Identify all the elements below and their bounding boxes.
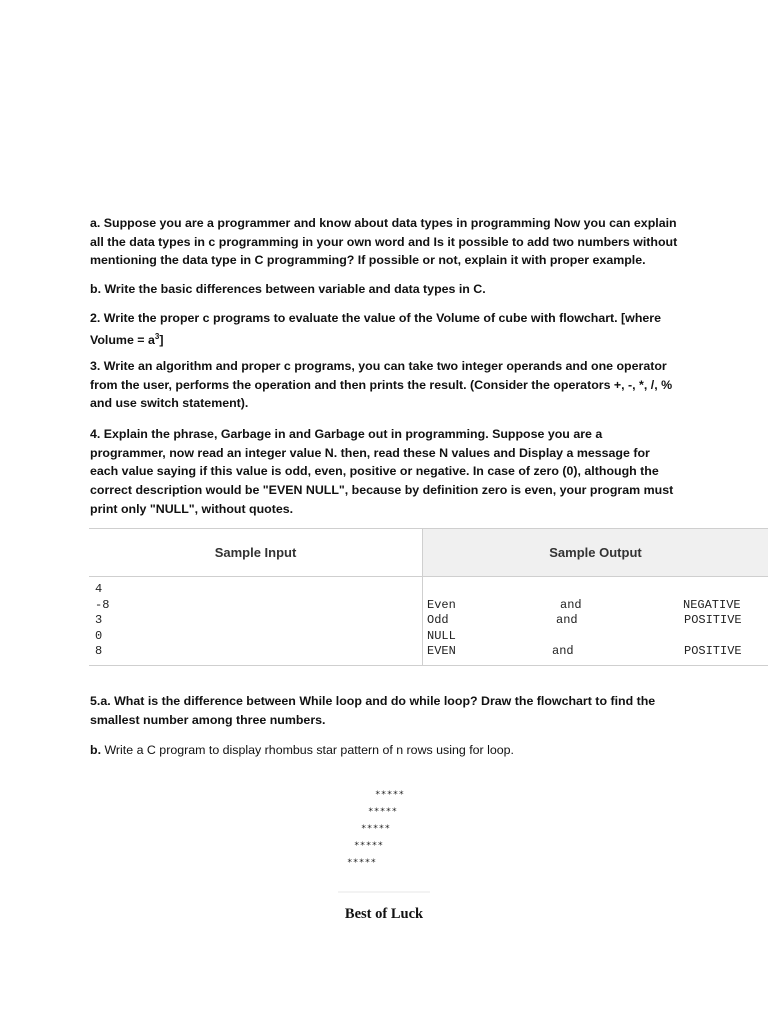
sample-input-line: 4 [95, 582, 103, 596]
question-2-text: 2. Write the proper c programs to evaluate the value of the Volume of cube with flowchart. [where Volume = a [90, 311, 661, 347]
sample-output-row [427, 598, 768, 614]
star-row: ***** [354, 841, 384, 851]
sample-output-row [427, 613, 768, 629]
output-sign: POSITIVE [684, 644, 742, 658]
sample-output-header: Sample Output [423, 529, 768, 577]
output-sign: POSITIVE [684, 613, 742, 627]
sample-io-table [89, 528, 768, 666]
output-parity: EVEN [427, 644, 456, 658]
question-b: b. Write the basic differences between variable and data types in C. [90, 282, 486, 296]
question-2 [90, 309, 680, 350]
question-3: 3. Write an algorithm and proper c programs, you can take two integer operands and one operator from the user, performs the operation and then prints the result. (Consider the operators +, -, *, /, % and use switch statement). [90, 359, 673, 411]
sample-input-line: 0 [95, 628, 103, 643]
sample-input-line: -8 [95, 597, 110, 612]
divider [338, 891, 430, 893]
question-5b-text: Write a C program to display rhombus star pattern of n rows using for loop. [101, 743, 514, 757]
star-row: ***** [375, 790, 405, 800]
star-row: ***** [347, 858, 377, 868]
question-4: 4. Explain the phrase, Garbage in and Garbage out in programming. Suppose you are a programmer, now read an integer value N. then, read these N values and Display a message for each value saying if this value is odd, even, positive or negative. In case of zero (0), although the correct description would be "EVEN NULL", because by definition zero is even, your program must print only "NULL", without quotes. [90, 427, 674, 516]
question-5b-label: b. [90, 743, 102, 757]
output-sign: NEGATIVE [683, 597, 741, 612]
question-2-close: ] [159, 332, 164, 347]
sample-output-row [427, 644, 768, 660]
sample-input-line: 3 [95, 613, 103, 627]
table-column-divider [422, 529, 423, 665]
output-parity: Even [427, 597, 456, 612]
sample-output-row [427, 629, 768, 645]
question-a: a. Suppose you are a programmer and know about data types in programming Now you can explain all the data types in c programming in your own word and Is it possible to add two numbers without mentioning the data type in C programming? If possible or not, explain it with proper example. [90, 216, 678, 268]
closing-message: Best of Luck [344, 906, 424, 922]
question-5a: 5.a. What is the difference between While loop and do while loop? Draw the flowchart to find the smallest number among three numbers. [90, 694, 656, 727]
output-and: and [556, 613, 578, 627]
sample-input-values [95, 582, 109, 660]
star-row: ***** [361, 824, 391, 834]
output-parity: Odd [427, 613, 449, 627]
question-2-exponent: 3 [154, 331, 160, 341]
rhombus-star-pattern [0, 790, 768, 880]
output-parity: NULL [427, 628, 456, 643]
output-and: and [552, 644, 574, 658]
output-and: and [560, 597, 582, 612]
question-5b [90, 741, 680, 760]
sample-input-line: 8 [95, 644, 103, 658]
star-row: ***** [368, 807, 398, 817]
sample-input-header: Sample Input [89, 529, 422, 577]
